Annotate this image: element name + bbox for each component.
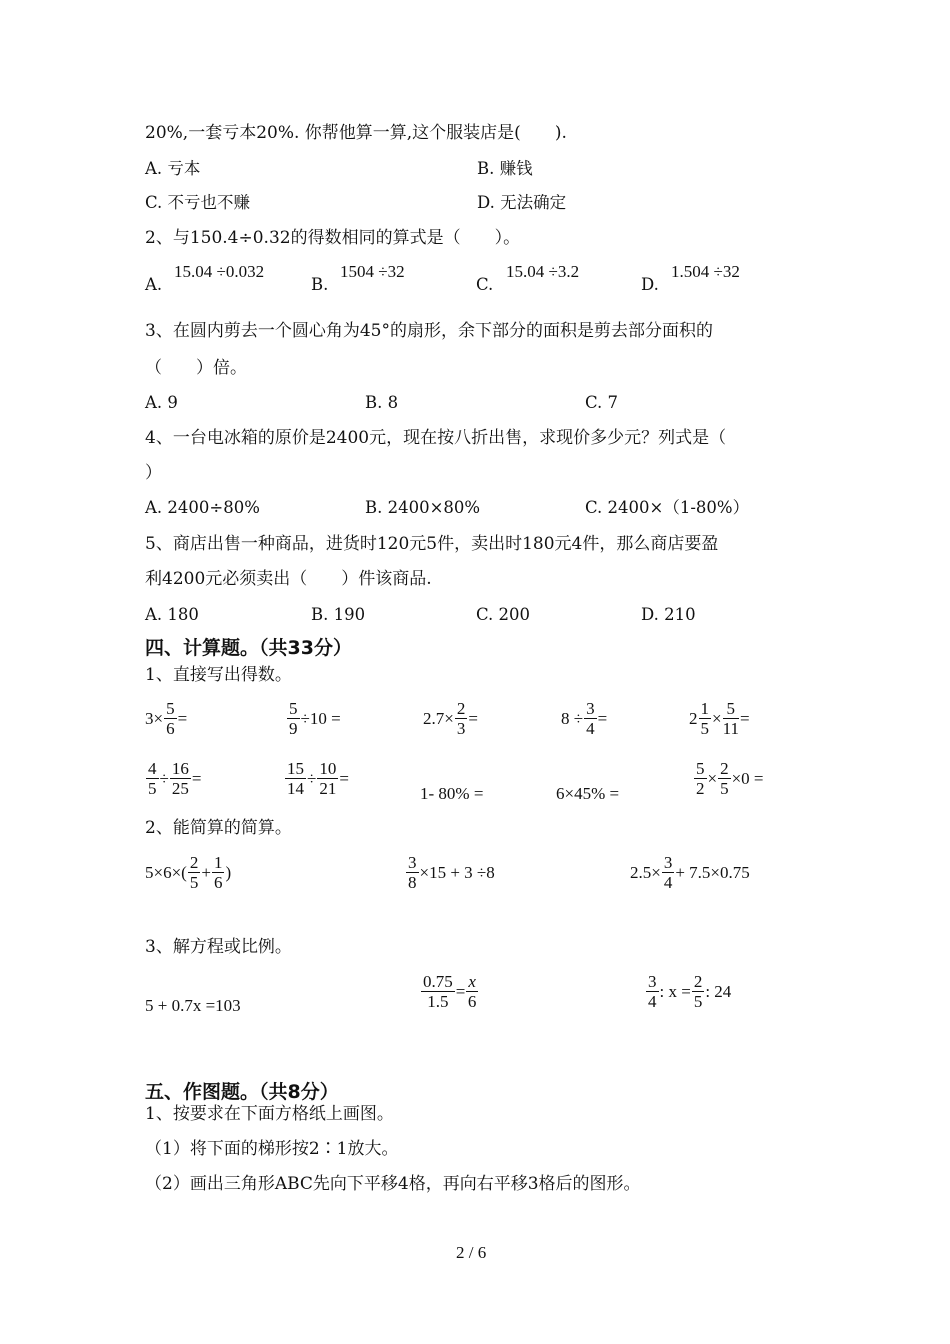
question-4-cont: ） [145, 463, 162, 483]
sub-question-1: 1、直接写出得数。 [145, 665, 292, 685]
sub-question-2: 2、能简算的简算。 [145, 818, 292, 838]
option-d: D. 无法确定 [477, 193, 567, 212]
calc-expression: 2 $\frac{1}{5}$ × $\frac{5}{11}$ = [689, 699, 750, 738]
calc-expression: 6×45% = [556, 784, 620, 803]
option-b: B. 8 [365, 393, 399, 412]
section-heading: 四、计算题。（共33分） [145, 637, 352, 659]
calc-expression: $\frac{5}{9}$ ÷10 = [289, 699, 341, 738]
option-a: A. 9 [145, 393, 178, 412]
option-a: A. 180 [145, 605, 199, 624]
calc-expression: 1- 80% = [420, 784, 484, 803]
calc-expression: $\frac{15}{14}$ ÷ $\frac{10}{21}$ = [287, 759, 349, 798]
option-a-label: A. [145, 275, 163, 294]
task-1: （1）将下面的梯形按2∶1放大。 [145, 1139, 399, 1159]
option-c: C. 2400×（1-80%） [585, 498, 750, 517]
calc-expression: 8 ÷ $\frac{3}{4}$ = [561, 699, 608, 738]
option-b-label: B. [311, 275, 329, 294]
calc-expression: $\frac{5}{2}$ × $\frac{2}{5}$ ×0 = [696, 759, 764, 798]
option-c-label: C. [476, 275, 494, 294]
calc-expression: 2.7× $\frac{2}{3}$ = [423, 699, 478, 738]
calc-expression: $\frac{3}{8}$ ×15 + 3 ÷8 [408, 853, 495, 892]
section-heading: 五、作图题。（共8分） [145, 1081, 339, 1103]
calc-expression: 2.5× $\frac{3}{4}$ + 7.5×0.75 [630, 853, 750, 892]
equation: $\frac{3}{4}$ : x = $\frac{2}{5}$ : 24 [648, 972, 732, 1011]
option-c: C. 200 [476, 605, 531, 624]
calc-expression: 3× $\frac{5}{6}$ = [145, 699, 188, 738]
option-b: B. 190 [311, 605, 366, 624]
question-text: 20%,一套亏本20%. 你帮他算一算,这个服装店是( ). [145, 123, 567, 143]
option-b: B. 2400×80% [365, 498, 481, 517]
option-d-expr: 1.504 ÷32 [671, 262, 740, 281]
sub-question-1: 1、按要求在下面方格纸上画图。 [145, 1104, 394, 1124]
sub-question-3: 3、解方程或比例。 [145, 937, 292, 957]
option-c: C. 不亏也不赚 [145, 193, 251, 212]
equation: $\frac{0.75}{1.5}$ = $\frac{x}{6}$ [423, 972, 477, 1011]
question-5-cont: 利4200元必须卖出（ ）件该商品. [145, 569, 432, 589]
option-a: A. 2400÷80% [145, 498, 260, 517]
task-2: （2）画出三角形ABC先向下平移4格，再向右平移3格后的图形。 [145, 1174, 641, 1194]
question-4: 4、一台电冰箱的原价是2400元，现在按八折出售，求现价多少元？列式是（ [145, 428, 727, 448]
option-d: D. 210 [641, 605, 696, 624]
equation: 5 + 0.7x =103 [145, 996, 241, 1015]
option-a-expr: 15.04 ÷0.032 [174, 262, 265, 281]
option-b-expr: 1504 ÷32 [340, 262, 405, 281]
option-d-label: D. [641, 275, 659, 294]
question-3: 3、在圆内剪去一个圆心角为45°的扇形，余下部分的面积是剪去部分面积的 [145, 321, 713, 341]
calc-expression: $\frac{4}{5}$ ÷ $\frac{16}{25}$ = [148, 759, 202, 798]
option-b: B. 赚钱 [477, 159, 533, 178]
option-c-expr: 15.04 ÷3.2 [506, 262, 580, 281]
question-5: 5、商店出售一种商品，进货时120元5件，卖出时180元4件，那么商店要盈 [145, 534, 719, 554]
question-3-cont: （ ）倍。 [145, 358, 247, 378]
page-number: 2 / 6 [456, 1243, 487, 1262]
option-c: C. 7 [585, 393, 619, 412]
option-a: A. 亏本 [145, 159, 201, 178]
calc-expression: 5×6×( $\frac{2}{5}$ + $\frac{1}{6}$ ) [145, 853, 232, 892]
question-2: 2、与150.4÷0.32的得数相同的算式是（ ）。 [145, 228, 521, 248]
